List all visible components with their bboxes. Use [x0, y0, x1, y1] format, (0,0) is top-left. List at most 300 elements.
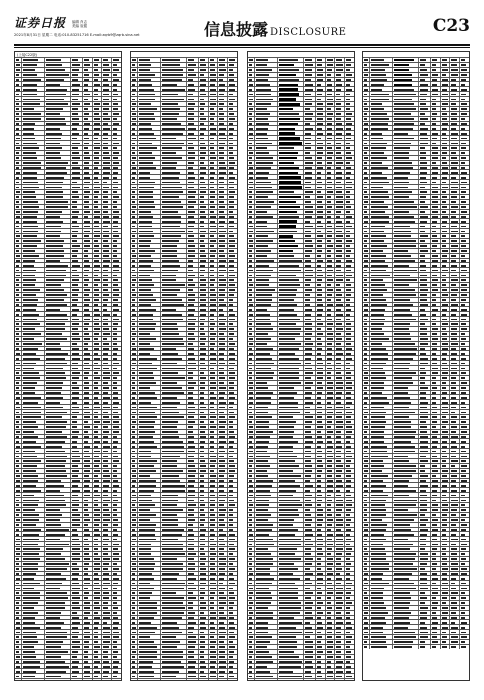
- cell-text: [46, 490, 60, 492]
- cell-text: [16, 539, 20, 541]
- cell-text: [23, 211, 38, 213]
- table-cell-seq: [15, 185, 22, 189]
- table-cell-v1: [83, 444, 93, 448]
- cell-text: [72, 524, 80, 526]
- cell-text: [72, 372, 80, 374]
- table-cell-name: [45, 395, 71, 399]
- cell-text: [23, 231, 38, 233]
- table-cell-v1: [83, 151, 93, 155]
- table-cell-name: [45, 244, 71, 248]
- cell-text: [113, 196, 118, 198]
- table-cell-v2: [93, 415, 103, 419]
- table-cell-v3: [102, 395, 112, 399]
- table-row: [15, 394, 121, 399]
- table-cell-v1: [83, 307, 93, 311]
- table-cell-seq: [15, 479, 22, 483]
- cell-text: [113, 299, 118, 301]
- cell-text: [103, 118, 110, 120]
- table-cell-v1: [83, 366, 93, 370]
- table-row: [15, 174, 121, 179]
- cell-text: [23, 245, 37, 247]
- cell-text: [23, 201, 38, 203]
- table-cell-v2: [93, 151, 103, 155]
- table-cell-v1: [83, 117, 93, 121]
- cell-text: [103, 485, 108, 487]
- table-cell-v3: [102, 58, 112, 62]
- cell-text: [46, 412, 66, 414]
- table-cell-v1: [83, 381, 93, 385]
- table-cell-code: [22, 68, 46, 72]
- table-cell-code: [22, 337, 46, 341]
- cell-text: [84, 279, 89, 281]
- table-cell-v4: [112, 332, 121, 336]
- cell-text: [103, 206, 108, 208]
- table-cell-name: [45, 488, 71, 492]
- cell-text: [16, 309, 20, 311]
- table-row: [15, 62, 121, 67]
- cell-text: [23, 465, 37, 467]
- cell-text: [46, 147, 62, 149]
- cell-text: [103, 187, 109, 189]
- table-cell-v3: [102, 381, 112, 385]
- cell-text: [72, 431, 79, 433]
- table-cell-v1: [83, 312, 93, 316]
- cell-text: [103, 162, 109, 164]
- cell-text: [103, 490, 107, 492]
- table-cell-v4: [112, 87, 121, 91]
- table-cell-name: [45, 117, 71, 121]
- cell-text: [16, 397, 20, 399]
- table-row: [15, 527, 121, 532]
- table-cell-v2: [93, 479, 103, 483]
- cell-text: [84, 358, 91, 360]
- cell-text: [103, 240, 108, 242]
- table-cell-name: [45, 288, 71, 292]
- table-cell-v2: [93, 293, 103, 297]
- table-cell-v4: [112, 58, 121, 62]
- cell-text: [103, 382, 108, 384]
- cell-text: [46, 328, 64, 330]
- table-cell-v4: [112, 175, 121, 179]
- cell-text: [103, 138, 108, 140]
- cell-text: [46, 260, 60, 262]
- cell-text: [16, 407, 20, 409]
- cell-text: [113, 235, 119, 237]
- table-cell-code: [22, 376, 46, 380]
- table-cell-code: [22, 459, 46, 463]
- cell-text: [46, 226, 60, 228]
- cell-text: [46, 426, 66, 428]
- cell-text: [84, 500, 89, 502]
- cell-text: [46, 133, 62, 135]
- table-cell-v4: [112, 131, 121, 135]
- table-cell-v1: [83, 122, 93, 126]
- table-cell-code: [22, 117, 46, 121]
- table-row: [15, 209, 121, 214]
- table-cell-v4: [112, 156, 121, 160]
- table-cell-name: [45, 73, 71, 77]
- cell-text: [72, 94, 79, 96]
- cell-text: [23, 504, 38, 506]
- table-cell-code: [22, 425, 46, 429]
- cell-text: [23, 138, 35, 140]
- table-cell-code: [22, 307, 46, 311]
- cell-text: [94, 485, 99, 487]
- table-cell-v2: [93, 87, 103, 91]
- table-cell-type: [71, 263, 83, 267]
- cell-text: [84, 289, 90, 291]
- table-cell-name: [45, 439, 71, 443]
- cell-text: [23, 500, 39, 502]
- cell-text: [46, 128, 60, 130]
- cell-text: [16, 108, 19, 110]
- table-cell-v2: [93, 141, 103, 145]
- table-cell-v3: [102, 386, 112, 390]
- table-cell-type: [71, 224, 83, 228]
- cell-text: [113, 460, 118, 462]
- cell-text: [72, 279, 79, 281]
- table-cell-code: [22, 58, 46, 62]
- cell-text: [84, 113, 90, 115]
- table-cell-v4: [112, 415, 121, 419]
- cell-text: [46, 495, 64, 497]
- cell-text: [113, 118, 117, 120]
- cell-text: [72, 79, 78, 81]
- table-cell-code: [22, 381, 46, 385]
- table-cell-v4: [112, 122, 121, 126]
- cell-text: [46, 363, 67, 365]
- cell-text: [94, 211, 101, 213]
- table-cell-seq: [15, 234, 22, 238]
- cell-text: [94, 182, 99, 184]
- cell-text: [113, 240, 117, 242]
- table-cell-type: [71, 317, 83, 321]
- cell-text: [23, 177, 37, 179]
- table-cell-v1: [83, 483, 93, 487]
- continued-from-note: (上接C22版): [15, 52, 121, 57]
- cell-text: [72, 299, 78, 301]
- table-cell-v4: [112, 532, 121, 536]
- table-cell-name: [45, 68, 71, 72]
- table-cell-v3: [102, 185, 112, 189]
- cell-text: [46, 519, 60, 521]
- cell-text: [23, 456, 37, 458]
- table-cell-v2: [93, 528, 103, 532]
- cell-text: [113, 89, 117, 91]
- table-cell-code: [22, 430, 46, 434]
- cell-text: [46, 206, 67, 208]
- cell-text: [23, 460, 41, 462]
- table-cell-v3: [102, 278, 112, 282]
- table-cell-code: [22, 254, 46, 258]
- table-cell-type: [71, 156, 83, 160]
- cell-text: [113, 372, 118, 374]
- table-cell-seq: [15, 229, 22, 233]
- table-cell-type: [71, 102, 83, 106]
- cell-text: [16, 519, 20, 521]
- table-cell-v2: [93, 532, 103, 536]
- cell-text: [103, 255, 108, 257]
- cell-text: [113, 182, 117, 184]
- cell-text: [46, 358, 65, 360]
- cell-text: [46, 319, 68, 321]
- table-cell-seq: [15, 498, 22, 502]
- table-cell-type: [71, 332, 83, 336]
- table-row: [15, 355, 121, 360]
- table-cell-name: [45, 112, 71, 116]
- table-cell-type: [71, 82, 83, 86]
- cell-text: [72, 231, 78, 233]
- table-cell-v2: [93, 464, 103, 468]
- cell-text: [103, 113, 107, 115]
- table-cell-v3: [102, 391, 112, 395]
- cell-text: [94, 167, 98, 169]
- table-cell-code: [22, 97, 46, 101]
- cell-text: [23, 74, 37, 76]
- table-cell-type: [71, 449, 83, 453]
- cell-text: [16, 509, 20, 511]
- cell-text: [23, 377, 40, 379]
- cell-text: [23, 152, 36, 154]
- table-row: [15, 438, 121, 443]
- table-cell-type: [71, 298, 83, 302]
- cell-text: [72, 529, 77, 531]
- table-row: [15, 419, 121, 424]
- cell-text: [72, 436, 78, 438]
- table-cell-v2: [93, 435, 103, 439]
- cell-text: [72, 392, 79, 394]
- cell-text: [16, 118, 19, 120]
- table-cell-v3: [102, 342, 112, 346]
- cell-text: [72, 182, 77, 184]
- table-cell-name: [45, 219, 71, 223]
- table-cell-code: [22, 273, 46, 277]
- cell-text: [103, 265, 109, 267]
- table-cell-code: [22, 332, 46, 336]
- table-cell-v1: [83, 435, 93, 439]
- table-cell-v3: [102, 479, 112, 483]
- table-row: [15, 463, 121, 468]
- table-cell-seq: [15, 131, 22, 135]
- cell-text: [94, 475, 99, 477]
- cell-text: [23, 514, 40, 516]
- table-cell-v1: [83, 234, 93, 238]
- table-cell-name: [45, 307, 71, 311]
- table-row: [15, 189, 121, 194]
- cell-text: [16, 402, 19, 404]
- cell-text: [46, 309, 59, 311]
- cell-text: [46, 314, 67, 316]
- cell-text: [72, 89, 79, 91]
- table-cell-v2: [93, 498, 103, 502]
- table-cell-type: [71, 503, 83, 507]
- table-cell-v4: [112, 312, 121, 316]
- cell-text: [84, 167, 89, 169]
- cell-text: [103, 465, 108, 467]
- cell-text: [46, 187, 61, 189]
- table-cell-type: [71, 488, 83, 492]
- table-cell-v3: [102, 283, 112, 287]
- table-cell-seq: [15, 449, 22, 453]
- cell-text: [113, 509, 117, 511]
- table-row: [15, 253, 121, 258]
- cell-text: [72, 368, 78, 370]
- table-cell-v1: [83, 293, 93, 297]
- table-cell-seq: [15, 146, 22, 150]
- table-cell-seq: [15, 439, 22, 443]
- cell-text: [72, 460, 80, 462]
- cell-text: [113, 64, 117, 66]
- cell-text: [84, 470, 90, 472]
- table-cell-name: [45, 200, 71, 204]
- cell-text: [23, 407, 41, 409]
- table-row: [15, 512, 121, 517]
- cell-text: [46, 475, 67, 477]
- table-cell-v3: [102, 307, 112, 311]
- table-cell-code: [22, 351, 46, 355]
- table-cell-seq: [15, 322, 22, 326]
- cell-text: [94, 284, 99, 286]
- table-cell-v2: [93, 449, 103, 453]
- cell-text: [84, 353, 90, 355]
- table-cell-v2: [93, 210, 103, 214]
- table-cell-name: [45, 273, 71, 277]
- table-cell-v2: [93, 78, 103, 82]
- table-cell-type: [71, 327, 83, 331]
- table-cell-v3: [102, 288, 112, 292]
- table-row: [15, 399, 121, 404]
- table-cell-name: [45, 170, 71, 174]
- table-cell-v4: [112, 298, 121, 302]
- table-cell-code: [22, 303, 46, 307]
- cell-text: [84, 529, 89, 531]
- table-cell-type: [71, 283, 83, 287]
- cell-text: [16, 89, 20, 91]
- table-cell-seq: [15, 63, 22, 67]
- table-cell-seq: [15, 215, 22, 219]
- table-cell-name: [45, 102, 71, 106]
- table-cell-type: [71, 400, 83, 404]
- table-cell-v1: [83, 513, 93, 517]
- table-cell-code: [22, 239, 46, 243]
- table-cell-seq: [15, 488, 22, 492]
- cell-text: [72, 108, 78, 110]
- page-number: C23: [433, 16, 470, 36]
- table-cell-v1: [83, 288, 93, 292]
- cell-text: [16, 441, 19, 443]
- table-cell-name: [45, 136, 71, 140]
- cell-text: [103, 221, 109, 223]
- cell-text: [103, 69, 110, 71]
- table-cell-name: [45, 537, 71, 541]
- table-cell-v1: [83, 391, 93, 395]
- cell-text: [113, 289, 118, 291]
- cell-text: [94, 363, 99, 365]
- cell-text: [94, 113, 99, 115]
- cell-text: [16, 299, 19, 301]
- cell-text: [72, 397, 79, 399]
- cell-text: [46, 299, 63, 301]
- table-cell-name: [45, 503, 71, 507]
- cell-text: [23, 387, 35, 389]
- cell-text: [16, 319, 19, 321]
- cell-text: [94, 368, 101, 370]
- table-cell-name: [45, 303, 71, 307]
- table-row: [15, 243, 121, 248]
- table-cell-v3: [102, 518, 112, 522]
- table-cell-v4: [112, 288, 121, 292]
- table-cell-code: [22, 249, 46, 253]
- table-cell-v4: [112, 278, 121, 282]
- cell-text: [16, 250, 19, 252]
- cell-text: [113, 147, 117, 149]
- table-cell-type: [71, 249, 83, 253]
- table-cell-v2: [93, 122, 103, 126]
- table-cell-seq: [15, 210, 22, 214]
- table-cell-v3: [102, 263, 112, 267]
- cell-text: [84, 319, 90, 321]
- cell-text: [16, 265, 19, 267]
- table-cell-type: [71, 381, 83, 385]
- cell-text: [46, 368, 62, 370]
- table-cell-type: [71, 122, 83, 126]
- table-cell-type: [71, 117, 83, 121]
- cell-text: [23, 69, 35, 71]
- cell-text: [113, 402, 118, 404]
- cell-text: [84, 147, 88, 149]
- cell-text: [16, 436, 19, 438]
- table-cell-v4: [112, 322, 121, 326]
- cell-text: [23, 495, 34, 497]
- table-cell-v1: [83, 459, 93, 463]
- cell-text: [94, 103, 100, 105]
- table-cell-name: [45, 175, 71, 179]
- cell-text: [103, 475, 109, 477]
- cell-text: [103, 431, 108, 433]
- table-cell-v4: [112, 215, 121, 219]
- table-cell-v1: [83, 361, 93, 365]
- cell-text: [94, 436, 98, 438]
- cell-text: [113, 412, 118, 414]
- table-cell-v1: [83, 332, 93, 336]
- table-cell-seq: [15, 347, 22, 351]
- cell-text: [113, 260, 119, 262]
- table-row: [15, 199, 121, 204]
- table-cell-seq: [15, 303, 22, 307]
- cell-text: [103, 456, 107, 458]
- table-cell-code: [22, 180, 46, 184]
- cell-text: [84, 79, 90, 81]
- table-row: [15, 72, 121, 77]
- cell-text: [46, 59, 60, 61]
- table-cell-v2: [93, 430, 103, 434]
- table-cell-name: [45, 430, 71, 434]
- cell-text: [72, 348, 79, 350]
- table-cell-type: [71, 293, 83, 297]
- table-cell-type: [71, 239, 83, 243]
- cell-text: [46, 211, 61, 213]
- table-cell-code: [22, 405, 46, 409]
- cell-text: [94, 250, 99, 252]
- cell-text: [23, 323, 40, 325]
- table-cell-v4: [112, 439, 121, 443]
- cell-text: [103, 235, 109, 237]
- cell-text: [16, 64, 20, 66]
- table-cell-name: [45, 337, 71, 341]
- table-cell-v2: [93, 351, 103, 355]
- cell-text: [46, 465, 65, 467]
- cell-text: [72, 221, 78, 223]
